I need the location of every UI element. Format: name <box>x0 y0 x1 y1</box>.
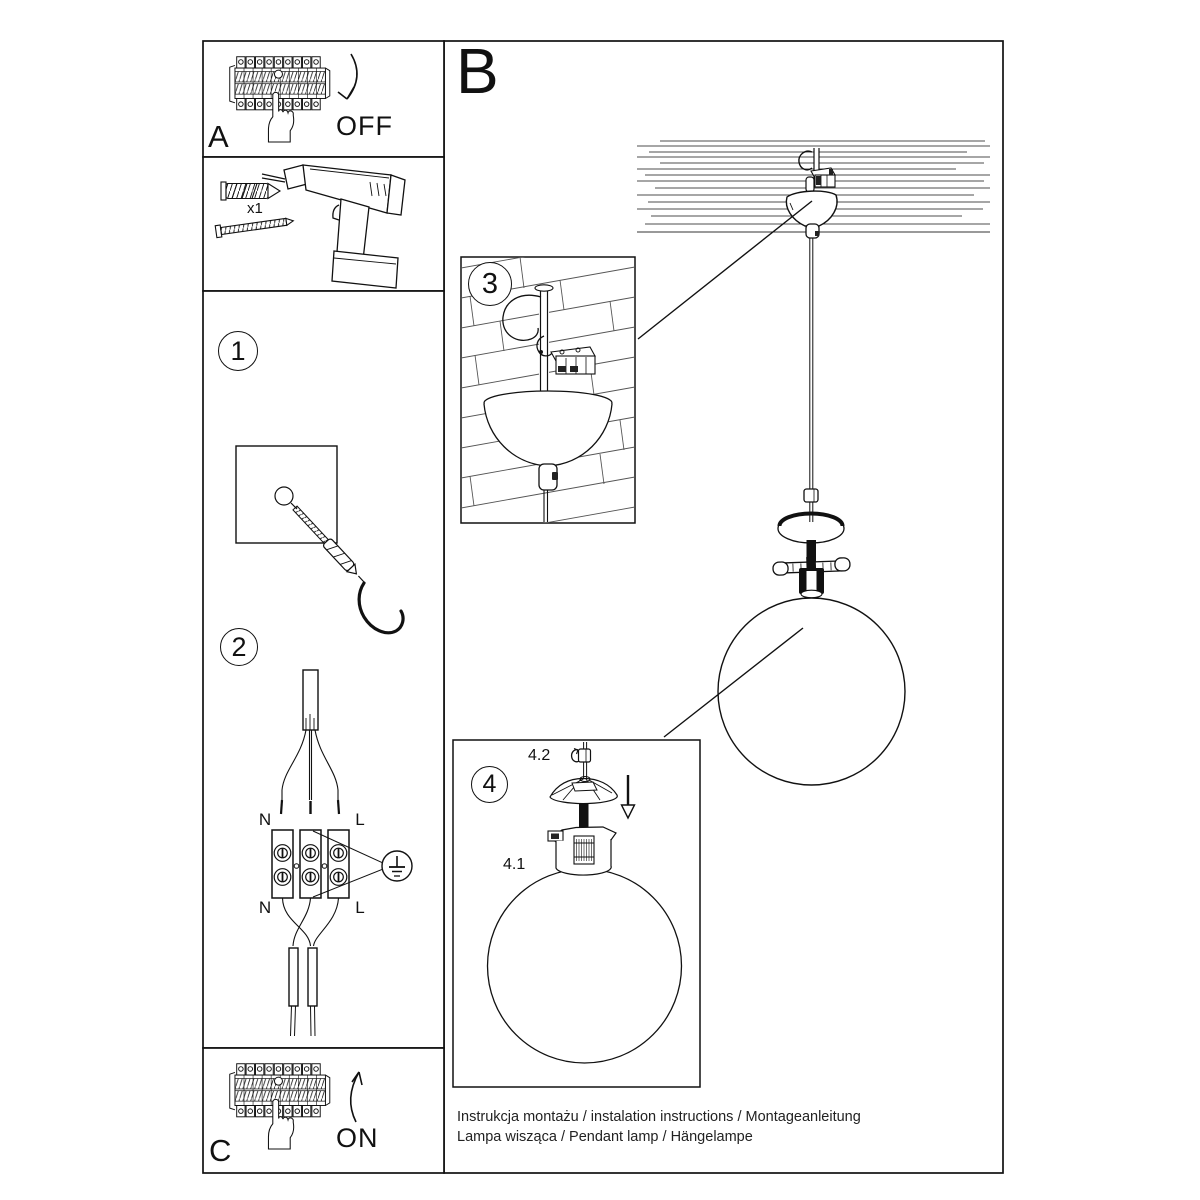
anchor-count-label: x1 <box>247 200 263 217</box>
off-label: OFF <box>336 111 393 141</box>
part-4-2-label: 4.2 <box>528 747 551 764</box>
terminal-n-top-label: N <box>258 810 272 829</box>
footer-product-line: Lampa wisząca / Pendant lamp / Hängelampe <box>457 1129 753 1145</box>
steps-panel-frame <box>203 291 444 1048</box>
part-4-1-label: 4.1 <box>503 856 526 873</box>
step-2-badge <box>220 628 258 666</box>
ceiling-hole <box>535 285 553 291</box>
lamp-socket <box>799 568 824 598</box>
footer-instructions-line: Instrukcja montażu / instalation instructions / Montageanleitung <box>457 1109 861 1125</box>
on-label: ON <box>336 1123 379 1153</box>
panel-a-frame <box>203 41 444 157</box>
terminal-l-top-label: L <box>355 810 365 829</box>
terminal-n-bottom-label: N <box>258 898 272 917</box>
step-3-badge <box>468 262 512 306</box>
adjuster-nut <box>579 749 591 762</box>
step-2-number: 2 <box>231 631 247 662</box>
terminal-l-bottom-label: L <box>355 898 365 917</box>
terminal-block <box>272 830 349 898</box>
cord-adjuster-nut <box>804 489 818 502</box>
step-4-number: 4 <box>482 770 497 798</box>
globe-collar <box>548 827 616 875</box>
panel-b-label: B <box>456 35 499 107</box>
shade-disc <box>778 514 844 544</box>
step-1-number: 1 <box>230 335 246 366</box>
stem-rod <box>579 803 589 830</box>
panel-a-label: A <box>208 119 229 154</box>
step-4-badge <box>471 766 508 803</box>
panel-c-label: C <box>209 1133 232 1168</box>
step-3-number: 3 <box>481 267 499 300</box>
step-1-badge <box>218 331 258 371</box>
